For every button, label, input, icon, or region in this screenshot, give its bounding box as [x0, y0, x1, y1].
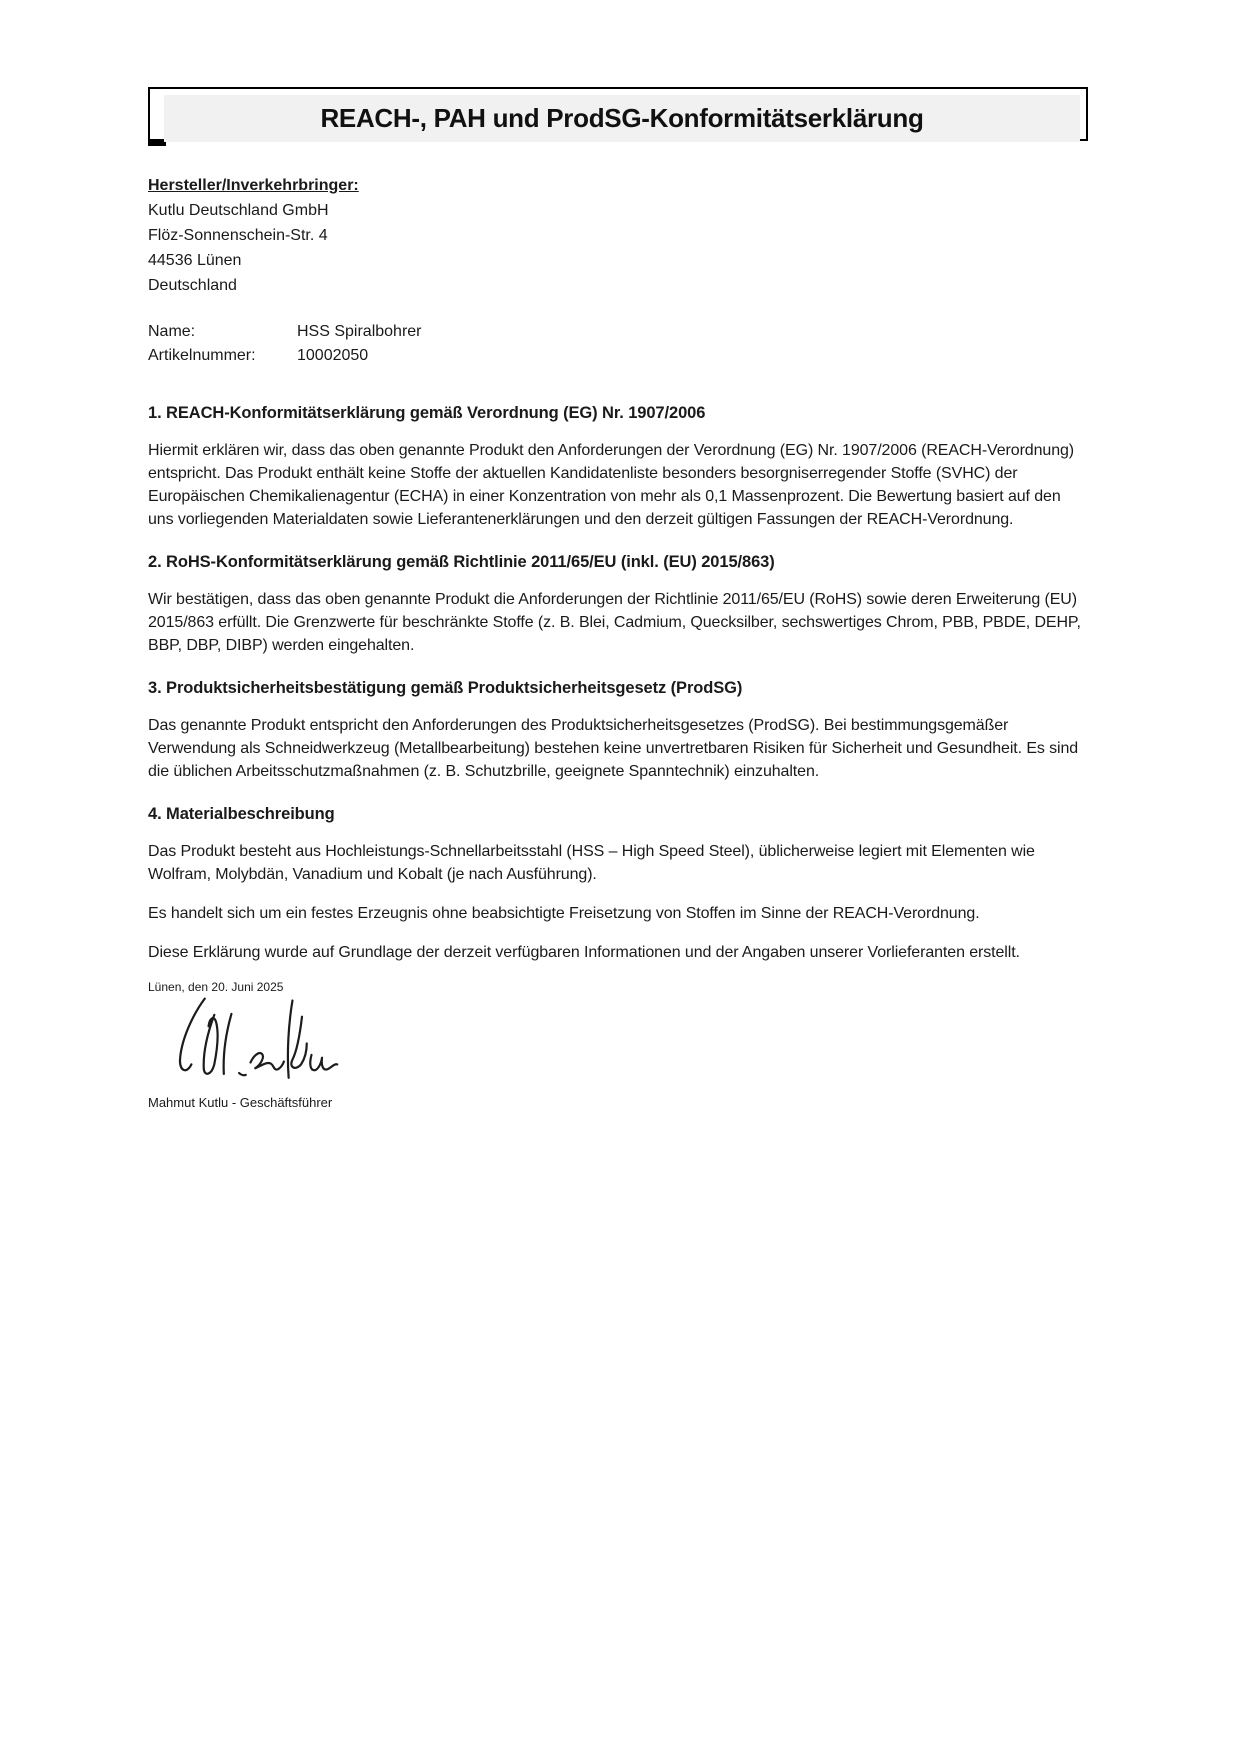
- handwritten-signature-icon: [156, 991, 366, 1093]
- product-name-label: Name:: [148, 323, 196, 340]
- signer-name: Mahmut Kutlu - Geschäftsführer: [148, 1095, 333, 1110]
- section-prodsg: [148, 679, 1088, 783]
- product-article-label: Artikelnummer:: [148, 347, 256, 364]
- section-reach: [148, 404, 1088, 531]
- title-banner-fill: [164, 95, 1080, 142]
- section-rohs-heading: 2. RoHS-Konformitätserklärung gemäß Richtlinie 2011/65/EU (inkl. (EU) 2015/863): [148, 553, 775, 571]
- section-material: [148, 805, 1088, 964]
- product-article-value: 10002050: [297, 347, 369, 364]
- section-prodsg-paragraph: Das genannte Produkt entspricht den Anforderungen des Produktsicherheitsgesetzes (ProdSG). Bei bestimmungsgemäßer Verwendung als Schneidwerkzeug (Metallbearbeitung) bestehen keine unvertretbaren Risiken für Sicherheit und Gesundheit. Es sind die üblichen Arbeitsschutzmaßnahmen (z. B. Schutzbrille, geeignete Spanntechnik) einzuhalten.: [148, 717, 1079, 780]
- closing-block: [148, 980, 1088, 1111]
- product-article-row: [148, 344, 1088, 368]
- section-material-heading: 4. Materialbeschreibung: [148, 805, 335, 823]
- section-rohs: [148, 553, 1088, 657]
- section-reach-paragraph: Hiermit erklären wir, dass das oben genannte Produkt den Anforderungen der Verordnung (EG) Nr. 1907/2006 (REACH-Verordnung) entspricht. Das Produkt enthält keine Stoffe der aktuellen Kandidatenliste besonders besorgniserregender Stoffe (SVHC) der Europäischen Chemikalienagentur (ECHA) in einer Konzentration von mehr als 0,1 Massenprozent. Die Bewertung basiert auf den uns vorliegenden Materialdaten sowie Lieferantenerklärungen und den derzeit gültigen Fassungen der REACH-Verordnung.: [148, 442, 1075, 528]
- product-name-value: HSS Spiralbohrer: [297, 323, 422, 340]
- manufacturer-company: Kutlu Deutschland GmbH: [148, 202, 329, 219]
- section-material-paragraph-2: Es handelt sich um ein festes Erzeugnis ohne beabsichtigte Freisetzung von Stoffen im Sinne der REACH-Verordnung.: [148, 905, 980, 922]
- manufacturer-block: [148, 173, 1088, 298]
- product-name-row: [148, 320, 1088, 344]
- section-material-paragraph-3: Diese Erklärung wurde auf Grundlage der derzeit verfügbaren Informationen und der Angaben unserer Vorlieferanten erstellt.: [148, 944, 1020, 961]
- manufacturer-country: Deutschland: [148, 277, 237, 294]
- section-rohs-paragraph: Wir bestätigen, dass das oben genannte Produkt die Anforderungen der Richtlinie 2011/65/EU (RoHS) sowie deren Erweiterung (EU) 2015/863 erfüllt. Die Grenzwerte für beschränkte Stoffe (z. B. Blei, Cadmium, Quecksilber, sechswertiges Chrom, PBB, PBDE, DEHP, BBP, DBP, DIBP) werden eingehalten.: [148, 591, 1081, 654]
- title-banner: [148, 87, 1088, 141]
- manufacturer-city: 44536 Lünen: [148, 252, 242, 269]
- place-date: Lünen, den 20. Juni 2025: [148, 980, 284, 994]
- section-prodsg-heading: 3. Produktsicherheitsbestätigung gemäß Produktsicherheitsgesetz (ProdSG): [148, 679, 743, 697]
- manufacturer-heading: Hersteller/Inverkehrbringer:: [148, 177, 359, 194]
- section-reach-heading: 1. REACH-Konformitätserklärung gemäß Verordnung (EG) Nr. 1907/2006: [148, 404, 706, 422]
- section-material-paragraph-1: Das Produkt besteht aus Hochleistungs-Schnellarbeitsstahl (HSS – High Speed Steel), üblicherweise legiert mit Elementen wie Wolfram, Molybdän, Vanadium und Kobalt (je nach Ausführung).: [148, 843, 1035, 883]
- manufacturer-street: Flöz-Sonnenschein-Str. 4: [148, 227, 328, 244]
- product-block: [148, 320, 1088, 368]
- page-title: REACH-, PAH und ProdSG-Konformitätserklärung: [320, 103, 924, 133]
